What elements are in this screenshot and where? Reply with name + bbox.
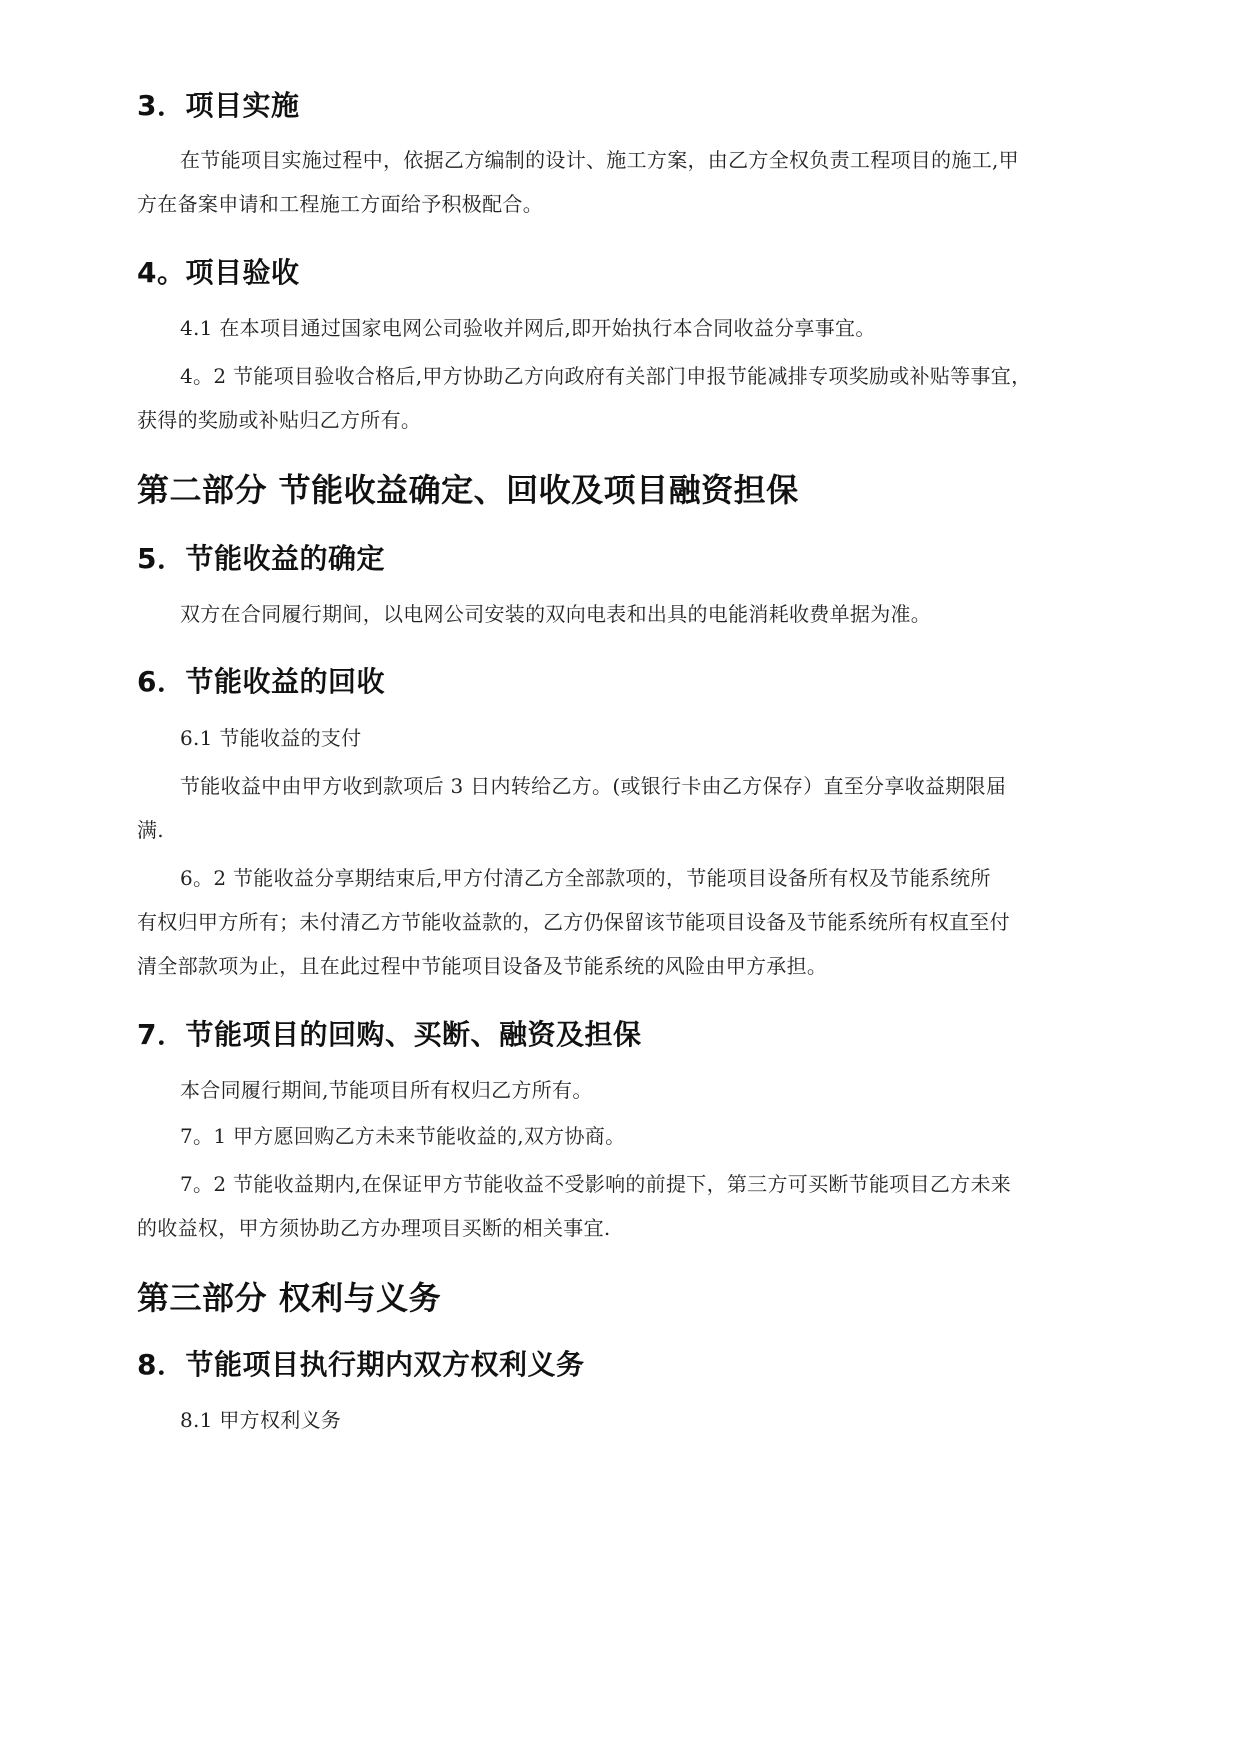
clause-4-1: 4.1 在本项目通过国家电网公司验收并网后,即开始执行本合同收益分享事宜。 bbox=[180, 316, 876, 340]
clause-6-2-line-1: 6。2 节能收益分享期结束后,甲方付清乙方全部款项的，节能项目设备所有权及节能系统所 bbox=[180, 866, 991, 890]
section-3-heading: 3．项目实施 bbox=[137, 89, 300, 122]
section-8-heading: 8．节能项目执行期内双方权利义务 bbox=[137, 1348, 585, 1381]
clause-7-2-line-2: 的收益权，甲方须协助乙方办理项目买断的相关事宜. bbox=[137, 1216, 611, 1240]
clause-6-1: 6.1 节能收益的支付 bbox=[180, 726, 362, 750]
section-7-paragraph: 本合同履行期间,节能项目所有权归乙方所有。 bbox=[180, 1078, 593, 1102]
section-6-heading: 6．节能收益的回收 bbox=[137, 665, 385, 698]
section-7-heading: 7．节能项目的回购、买断、融资及担保 bbox=[137, 1018, 642, 1051]
clause-6-2-line-2: 有权归甲方所有；未付清乙方节能收益款的，乙方仍保留该节能项目设备及节能系统所有权直至付 bbox=[137, 910, 1010, 934]
part-3-heading: 第三部分 权利与义务 bbox=[137, 1279, 442, 1317]
clause-7-2-line-1: 7。2 节能收益期内,在保证甲方节能收益不受影响的前提下，第三方可买断节能项目乙方未来 bbox=[180, 1172, 1012, 1196]
clause-6-2-line-3: 清全部款项为止，且在此过程中节能项目设备及节能系统的风险由甲方承担。 bbox=[137, 954, 828, 978]
clause-6-1-paragraph-line-2: 满. bbox=[137, 818, 164, 842]
section-5-heading: 5．节能收益的确定 bbox=[137, 542, 385, 575]
clause-7-1: 7。1 甲方愿回购乙方未来节能收益的,双方协商。 bbox=[180, 1124, 626, 1148]
section-3-paragraph-line-1: 在节能项目实施过程中，依据乙方编制的设计、施工方案，由乙方全权负责工程项目的施工,甲 bbox=[180, 148, 1019, 172]
part-2-heading: 第二部分 节能收益确定、回收及项目融资担保 bbox=[137, 471, 799, 509]
clause-4-2-line-2: 获得的奖励或补贴归乙方所有。 bbox=[137, 408, 422, 432]
section-5-paragraph: 双方在合同履行期间，以电网公司安装的双向电表和出具的电能消耗收费单据为准。 bbox=[180, 602, 932, 626]
clause-6-1-paragraph-line-1: 节能收益中由甲方收到款项后 3 日内转给乙方。(或银行卡由乙方保存）直至分享收益期限届 bbox=[180, 774, 1007, 798]
section-3-paragraph-line-2: 方在备案申请和工程施工方面给予积极配合。 bbox=[137, 192, 543, 216]
clause-4-2-line-1: 4。2 节能项目验收合格后,甲方协助乙方向政府有关部门申报节能减排专项奖励或补贴等事宜， bbox=[180, 364, 1032, 388]
section-4-heading: 4。项目验收 bbox=[137, 256, 300, 289]
clause-8-1: 8.1 甲方权利义务 bbox=[180, 1408, 342, 1432]
